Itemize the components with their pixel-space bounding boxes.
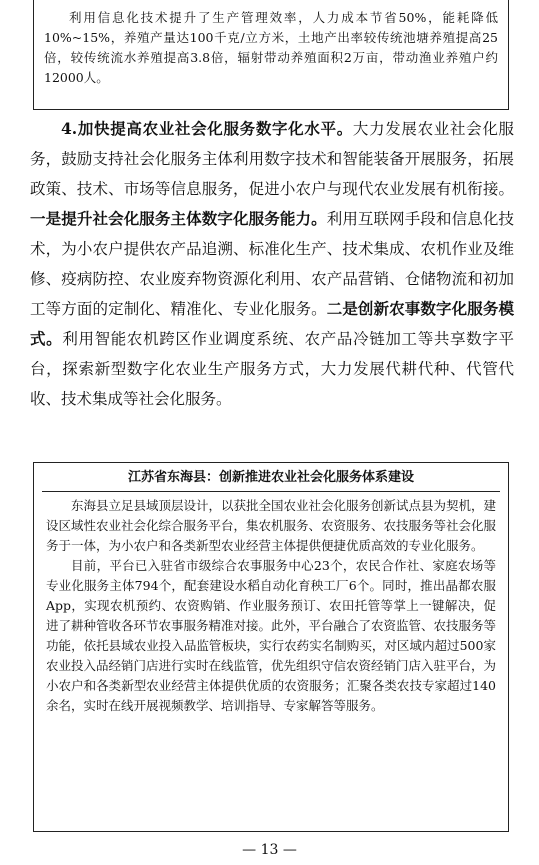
point2-text: 利用智能农机跨区作业调度系统、农产品冷链加工等共享数字平台，探索新型数字化农业生产服务方式，大力发展代耕代种、代管代收、技术集成等社会化服务。 <box>30 330 514 408</box>
top-case-text: 利用信息化技术提升了生产管理效率，人力成本节省50%，能耗降低10%~15%，养殖产量达100千克/立方米，土地产出率较传统池塘养殖提高25倍，较传统流水养殖提高3.8倍，辐射带动养殖面积2万亩，带动渔业养殖户约12000人。 <box>44 10 498 85</box>
case-title: 江苏省东海县：创新推进农业社会化服务体系建设 <box>42 467 500 492</box>
section-heading: 4.加快提高农业社会化服务数字化水平。 <box>61 119 353 138</box>
point1-text: 利用互联网手段和信息化技术，为小农户提供农产品追溯、标准化生产、技术集成、农机作业及维修、疫病防控、农业废弃物资源化利用、农产品营销、仓储物流和初加工等方面的定制化、精准化、专业化服务。 <box>30 210 514 318</box>
top-case-box <box>33 0 509 110</box>
case-box <box>33 462 509 832</box>
page-number: — 13 — <box>242 842 297 858</box>
point2-title: 二是创新农事数字化服务模式。 <box>30 299 514 348</box>
case-paragraph-1: 东海县立足县域顶层设计，以获批全国农业社会化服务创新试点县为契机，建设区域性农业社会化综合服务平台，集农机服务、农资服务、农技服务等社会化服务于一体，为小农户和各类新型农业经营主体提供便捷优质高效的专业化服务。 <box>46 498 497 553</box>
section-paragraph <box>30 114 514 414</box>
case-body <box>42 492 500 716</box>
point1-title: 一是提升社会化服务主体数字化服务能力。 <box>30 209 327 228</box>
section-intro: 大力发展农业社会化服务，鼓励支持社会化服务主体利用数字技术和智能装备开展服务，拓展政策、技术、市场等信息服务，促进小农户与现代农业发展有机衔接。 <box>30 120 514 198</box>
case-paragraph-2: 目前，平台已入驻省市级综合农事服务中心23个，农民合作社、家庭农场等专业化服务主体794个，配套建设水稻自动化育秧工厂6个。同时，推出晶都农服App，实现农机预约、农资购销、作业服务预订、农田托管等掌上一键解决，促进了耕种管收各环节农事服务精准对接。此外，平台融合了农资监管、农技服务等功能，依托县域农业投入品监管板块，实行农药实名制购买，对区域内超过500家农业投入品经销门店进行实时在线监管，优先组织守信农资经销门店入驻平台，为小农户和各类新型农业经营主体提供优质的农资服务；汇聚各类农技专家超过140余名，实时在线开展视频教学、培训指导、专家解答等服务。 <box>46 558 497 713</box>
